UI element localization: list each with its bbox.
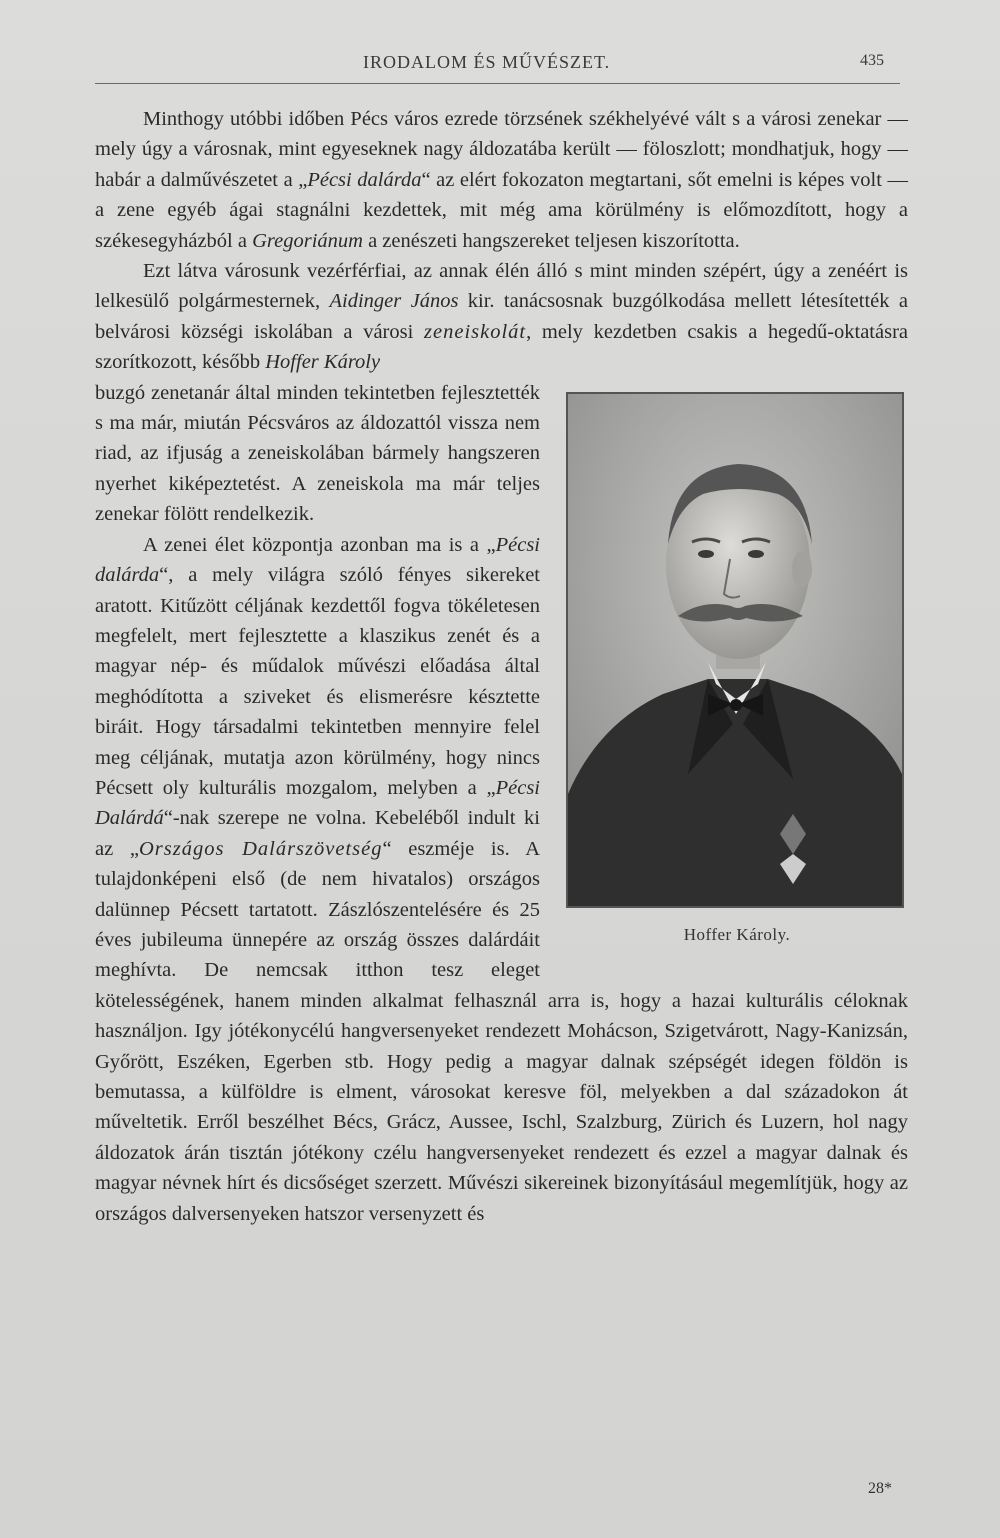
header-rule <box>95 83 900 84</box>
signature-mark: 28* <box>868 1480 892 1497</box>
emphasis-hoffer-karoly: Hoffer Károly <box>265 351 381 374</box>
text-run: “-nak szerepe ne volna. Kebeléből indult ki az „ <box>95 807 540 860</box>
text-run: “, a mely világra szóló fényes sikereket aratott. Kitűzött céljának kezdettől fogva tökéletesen megfelelt, mert fejlesztette a klaszikus zenét és a magyar nép- és műdalok művészi előadása által meghódította a sziveket és elismerésre késztette biráit. Hogy társadalmi tekintetben mennyire felel meg céljának, mutatja azon körülmény, hogy nincs Pécsett oly kulturális mozgalom, melyben a „ <box>95 564 540 799</box>
paragraph-1 <box>95 104 908 256</box>
text-run: buzgó zenetanár által minden tekintetben fejlesztették s ma már, miután Pécsváros az áldozattól vissza nem riad, az ifjuság a zeneiskolában bármely hangszeren nyerhet kiképeztetést. A zeneiskola ma már teljes zenekar fölött rendelkezik. <box>95 381 540 526</box>
text-run: a zenészeti hangszereket teljesen kiszorította. <box>362 229 740 252</box>
emphasis-gregorianum: Gregoriánum <box>252 229 363 252</box>
emphasis-pecsi-dalarda: Pécsi dalárda <box>307 168 422 191</box>
text-run: “ az elért fokozaton megtartani, sőt emelni is képes volt — a zene egyéb ágai stagnálni kezdettek, mit még ama körülmény is előmozdított, hogy a székesegyházból a <box>95 168 908 252</box>
emphasis-aidinger-janos: Aidinger János <box>329 290 459 313</box>
emphasis-orszagos-dalarszovetseg: Országos Dalárszövetség <box>138 837 383 860</box>
article-body <box>95 104 908 1229</box>
text-run: Minthogy utóbbi időben Pécs város ezrede törzsének székhelyévé vált s a városi zenekar — mely úgy a városnak, mint egyeseknek nagy áldozatába került — föloszlott; mondhatjuk, hogy — habár a dalművészetet a „ <box>95 108 908 191</box>
emphasis-pecsi-dalarda: Pécsi dalárda <box>95 533 540 587</box>
emphasis-zeneiskolat: zeneiskolát <box>424 320 527 343</box>
page-number: 435 <box>860 52 884 69</box>
emphasis-pecsi-dalarda-2: Pécsi Dalárdá <box>95 776 540 830</box>
text-run: A zenei élet központja azonban ma is a „ <box>143 533 496 556</box>
running-title: IRODALOM ÉS MŰVÉSZET. <box>363 52 611 72</box>
portrait-figure <box>566 392 908 952</box>
portrait-caption: Hoffer Károly. <box>683 924 791 944</box>
text-run: Ezt látva városunk vezérférfiai, az annak élén álló s mint minden szépért, úgy a zenéért is lelkesülő polgármesternek, <box>95 260 908 313</box>
text-run: kir. tanácsosnak buzgólkodása mellett létesítették a belvárosi községi iskolában a városi <box>95 290 908 343</box>
portrait-photo <box>566 392 904 908</box>
text-run: “ eszméje is. A tulajdonképeni első (de nem hivatalos) országos dalünnep Pécsett tartatott. Zászlószentelésére és 25 éves jubileuma ünnepére az ország összes dalárdáit meghívta. De nemcsak itthon tesz eleget kötelességének, hanem minden alkalmat felhasznál arra is, hogy a hazai kulturális céloknak használjon. Igy jótékonycélú hangversenyeket rendezett Mohácson, Szigetvárott, Nagy-Kanizsán, Győrött, Eszéken, Egerben stb. Hogy pedig a magyar dalnak szépségét idegen földön is bemutassa, a külföldre is elment, városokat keresve föl, melyekben a dal századokon át műveltetik. Erről beszélhet Bécs, Grácz, Aussee, Ischl, Szalzburg, Zürich és Luzern, hol nagy áldozatok árán tisztán jótékony czélu hangversenyeket rendezett és ezzel a magyar dalnak és magyar névnek hírt és dicsőséget szerzett. Művészi sikereinek bizonyításául megemlítjük, hogy az országos dalversenyeken hatszor versenyzett és <box>95 837 908 1225</box>
portrait-engraving <box>568 394 902 906</box>
text-run: , mely kezdetben csakis a hegedű-oktatásra szorítkozott, később <box>95 320 909 374</box>
paragraph-2 <box>95 256 908 378</box>
